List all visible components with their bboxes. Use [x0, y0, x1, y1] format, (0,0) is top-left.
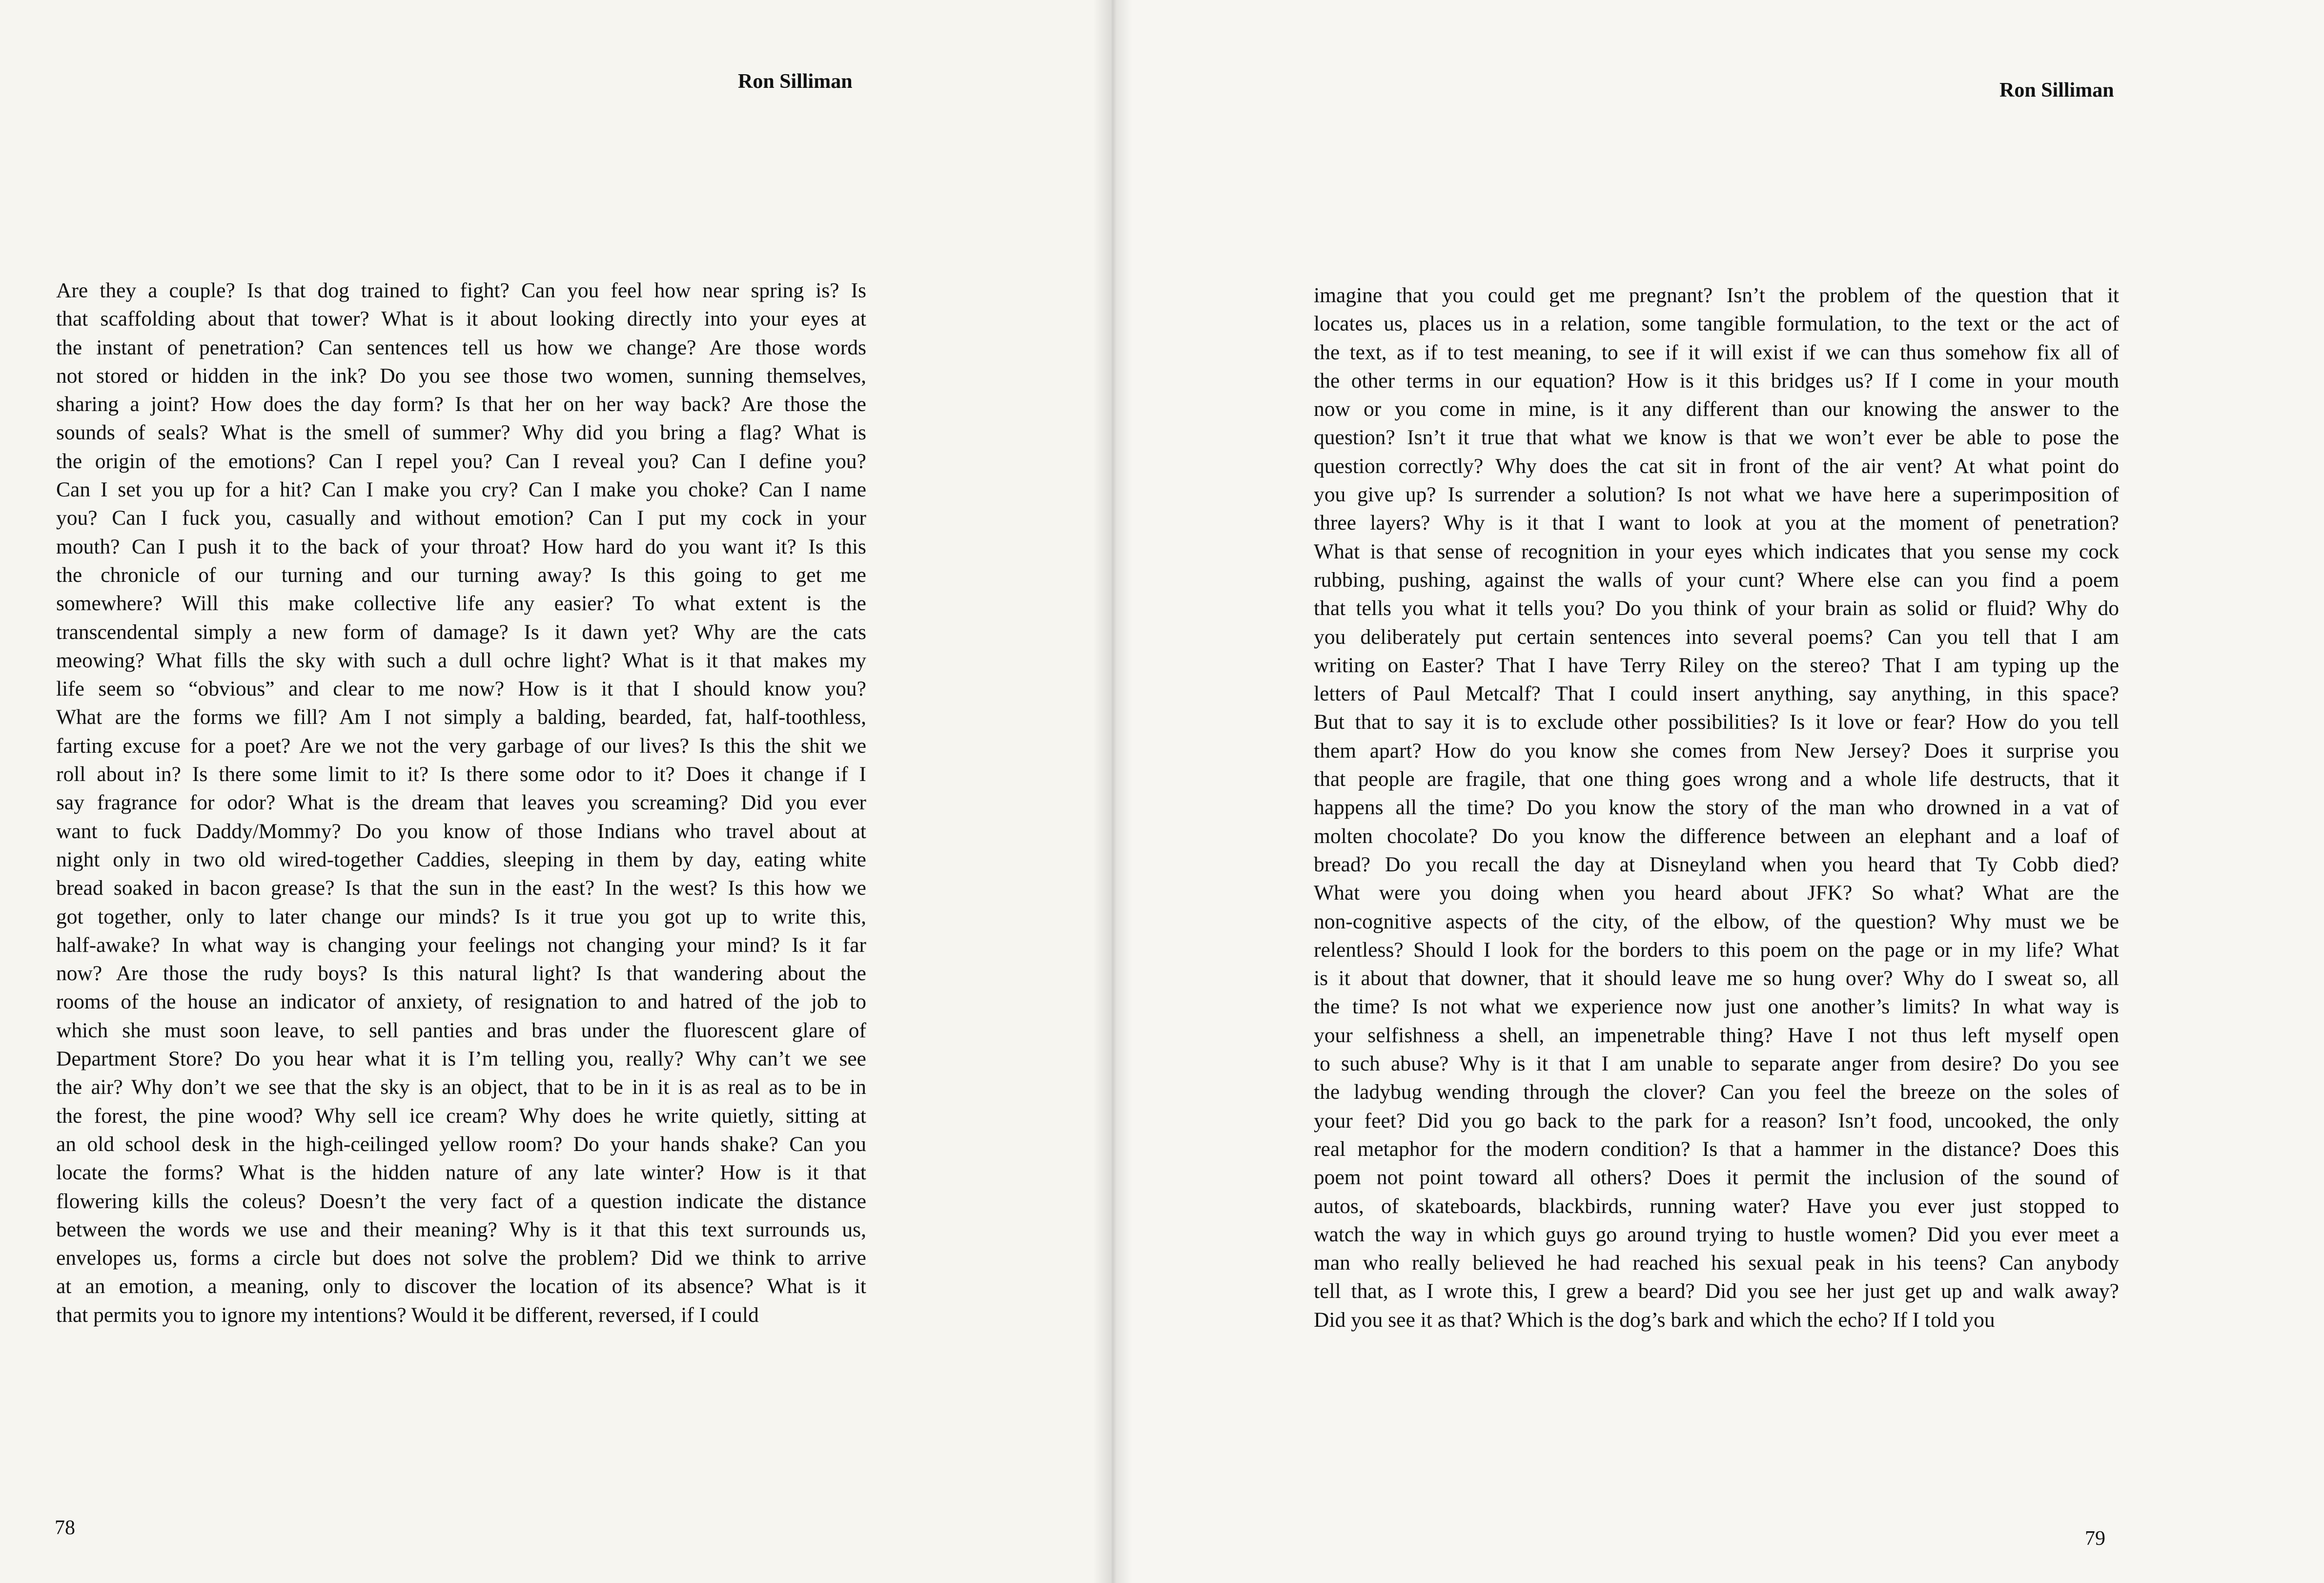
left-text-line: now? Are those the rudy boys? Is this natural light? Is that wandering about the [56, 962, 866, 986]
left-text-line: Can I set you up for a hit? Can I make you cry? Can I make you choke? Can I name [56, 478, 866, 502]
left-text-line: the forest, the pine wood? Why sell ice cream? Why does he write quietly, sitting at [56, 1104, 866, 1128]
right-text-line: man who really believed he had reached his sexual peak in his teens? Can anybody [1314, 1251, 2119, 1275]
right-text-line: bread? Do you recall the day at Disneyland when you heard that Ty Cobb died? [1314, 852, 2119, 876]
left-text-line: the chronicle of our turning and our turning away? Is this going to get me [56, 563, 866, 587]
right-text-line: imagine that you could get me pregnant? Isn’t the problem of the question that it [1314, 284, 2119, 307]
left-text-line: that scaffolding about that tower? What is it about looking directly into your eyes at [56, 307, 866, 331]
left-text-line: mouth? Can I push it to the back of your throat? How hard do you want it? Is this [56, 535, 866, 558]
left-text-line: life seem so “obvious” and clear to me now? How is it that I should know you? [56, 677, 866, 701]
running-header-left: Ron Silliman [738, 70, 853, 93]
left-text-line: which she must soon leave, to sell panties and bras under the fluorescent glare of [56, 1018, 866, 1042]
left-text-line: night only in two old wired-together Caddies, sleeping in them by day, eating white [56, 847, 866, 871]
right-text-line: you give up? Is surrender a solution? Is not what we have here a superimposition of [1314, 483, 2119, 507]
left-text-line: rooms of the house an indicator of anxiety, of resignation to and hatred of the job to [56, 990, 866, 1014]
right-text-line: relentless? Should I look for the borders to this poem on the page or in my life? What [1314, 938, 2119, 962]
left-page [0, 0, 1110, 1583]
left-text-line: the instant of penetration? Can sentences tell us how we change? Are those words [56, 335, 866, 359]
page-number-right: 79 [2085, 1527, 2105, 1550]
right-text-line: is it about that downer, that it should leave me so hung over? Why do I sweat so, all [1314, 966, 2119, 990]
right-text-line: that tells you what it tells you? Do you think of your brain as solid or fluid? Why do [1314, 596, 2119, 620]
left-text-line: not stored or hidden in the ink? Do you see those two women, sunning themselves, [56, 364, 866, 388]
book-gutter-shadow [1093, 0, 1132, 1583]
right-text-line: non-cognitive aspects of the city, of the elbow, of the question? Why must we be [1314, 909, 2119, 933]
right-text-line: that people are fragile, that one thing goes wrong and a whole life destructs, that it [1314, 767, 2119, 791]
left-text-line: at an emotion, a meaning, only to discover the location of its absence? What is it [56, 1275, 866, 1298]
right-text-line: your feet? Did you go back to the park for a reason? Isn’t food, uncooked, the only [1314, 1109, 2119, 1132]
right-text-line: autos, of skateboards, blackbirds, running water? Have you ever just stopped to [1314, 1194, 2119, 1218]
left-text-line: Are they a couple? Is that dog trained to fight? Can you feel how near spring is? Is [56, 279, 866, 302]
right-text-line: But that to say it is to exclude other possibilities? Is it love or fear? How do you tell [1314, 710, 2119, 734]
right-text-line: Did you see it as that? Which is the dog’s bark and which the echo? If I told you [1314, 1308, 1995, 1332]
left-text-line: you? Can I fuck you, casually and without emotion? Can I put my cock in your [56, 506, 866, 530]
left-text-line: half-awake? In what way is changing your feelings not changing your mind? Is it far [56, 933, 866, 957]
right-text-line: writing on Easter? That I have Terry Riley on the stereo? That I am typing up the [1314, 653, 2119, 677]
right-text-line: real metaphor for the modern condition? Is that a hammer in the distance? Does this [1314, 1137, 2119, 1161]
right-text-line: to such abuse? Why is it that I am unable to separate anger from desire? Do you see [1314, 1052, 2119, 1076]
right-text-line: question? Isn’t it true that what we know is that we won’t ever be able to pose the [1314, 426, 2119, 450]
right-text-line: them apart? How do you know she comes from New Jersey? Does it surprise you [1314, 739, 2119, 762]
left-text-line: want to fuck Daddy/Mommy? Do you know of those Indians who travel about at [56, 819, 866, 843]
left-text-line: somewhere? Will this make collective life any easier? To what extent is the [56, 592, 866, 616]
left-text-line: the origin of the emotions? Can I repel you? Can I reveal you? Can I define you? [56, 449, 866, 473]
left-text-line: envelopes us, forms a circle but does not solve the problem? Did we think to arrive [56, 1246, 866, 1270]
left-text-line: that permits you to ignore my intentions? Would it be different, reversed, if I could [56, 1303, 759, 1327]
left-text-line: sharing a joint? How does the day form? Is that her on her way back? Are those the [56, 392, 866, 416]
right-text-line: you deliberately put certain sentences into several poems? Can you tell that I am [1314, 625, 2119, 649]
left-text-line: transcendental simply a new form of damage? Is it dawn yet? Why are the cats [56, 620, 866, 644]
right-text-line: the text, as if to test meaning, to see if it will exist if we can thus somehow fix all of [1314, 340, 2119, 364]
right-text-line: molten chocolate? Do you know the difference between an elephant and a loaf of [1314, 824, 2119, 848]
running-header-right: Ron Silliman [1999, 79, 2114, 102]
right-text-line: the other terms in our equation? How is it this bridges us? If I come in your mouth [1314, 369, 2119, 392]
right-page [1110, 0, 2324, 1583]
left-text-line: say fragrance for odor? What is the dream that leaves you screaming? Did you ever [56, 791, 866, 815]
right-text-line: three layers? Why is it that I want to look at you at the moment of penetration? [1314, 511, 2119, 535]
right-text-line: watch the way in which guys go around trying to hustle women? Did you ever meet a [1314, 1222, 2119, 1246]
right-page-body-text [1314, 281, 2119, 1334]
left-text-line: sounds of seals? What is the smell of summer? Why did you bring a flag? What is [56, 421, 866, 445]
left-text-line: farting excuse for a poet? Are we not the very garbage of our lives? Is this the shit we [56, 734, 866, 758]
left-text-line: meowing? What fills the sky with such a dull ochre light? What is it that makes my [56, 648, 866, 672]
right-text-line: the time? Is not what we experience now just one another’s limits? In what way is [1314, 995, 2119, 1019]
right-text-line: question correctly? Why does the cat sit in front of the air vent? At what point do [1314, 454, 2119, 478]
left-text-line: Department Store? Do you hear what it is I’m telling you, really? Why can’t we see [56, 1047, 866, 1071]
left-text-line: the air? Why don’t we see that the sky is an object, that to be in it is as real as to be in [56, 1075, 866, 1099]
right-text-line: happens all the time? Do you know the story of the man who drowned in a vat of [1314, 796, 2119, 820]
right-text-line: locates us, places us in a relation, some tangible formulation, to the text or the act of [1314, 312, 2119, 336]
right-text-line: now or you come in mine, is it any different than our knowing the answer to the [1314, 397, 2119, 421]
left-text-line: bread soaked in bacon grease? Is that the sun in the east? In the west? Is this how we [56, 876, 866, 900]
left-text-line: flowering kills the coleus? Doesn’t the very fact of a question indicate the distance [56, 1189, 866, 1213]
left-text-line: an old school desk in the high-ceilinged yellow room? Do your hands shake? Can you [56, 1132, 866, 1156]
left-text-line: What are the forms we fill? Am I not simply a balding, bearded, fat, half-toothless, [56, 705, 866, 729]
left-text-line: got together, only to later change our minds? Is it true you got up to write this, [56, 905, 866, 928]
right-text-line: letters of Paul Metcalf? That I could insert anything, say anything, in this space? [1314, 682, 2119, 706]
right-text-line: What were you doing when you heard about JFK? So what? What are the [1314, 881, 2119, 905]
left-page-body-text [56, 276, 866, 1329]
right-text-line: tell that, as I wrote this, I grew a beard? Did you see her just get up and walk away? [1314, 1279, 2119, 1303]
right-text-line: poem not point toward all others? Does it permit the inclusion of the sound of [1314, 1166, 2119, 1190]
left-text-line: between the words we use and their meaning? Why is it that this text surrounds us, [56, 1217, 866, 1241]
right-text-line: your selfishness a shell, an impenetrable thing? Have I not thus left myself open [1314, 1023, 2119, 1047]
left-text-line: locate the forms? What is the hidden nature of any late winter? How is it that [56, 1161, 866, 1185]
right-text-line: rubbing, pushing, against the walls of your cunt? Where else can you find a poem [1314, 568, 2119, 592]
right-text-line: the ladybug wending through the clover? Can you feel the breeze on the soles of [1314, 1080, 2119, 1104]
left-text-line: roll about in? Is there some limit to it? Is there some odor to it? Does it change if I [56, 762, 866, 786]
right-text-line: What is that sense of recognition in your eyes which indicates that you sense my cock [1314, 539, 2119, 563]
page-number-left: 78 [55, 1517, 75, 1539]
